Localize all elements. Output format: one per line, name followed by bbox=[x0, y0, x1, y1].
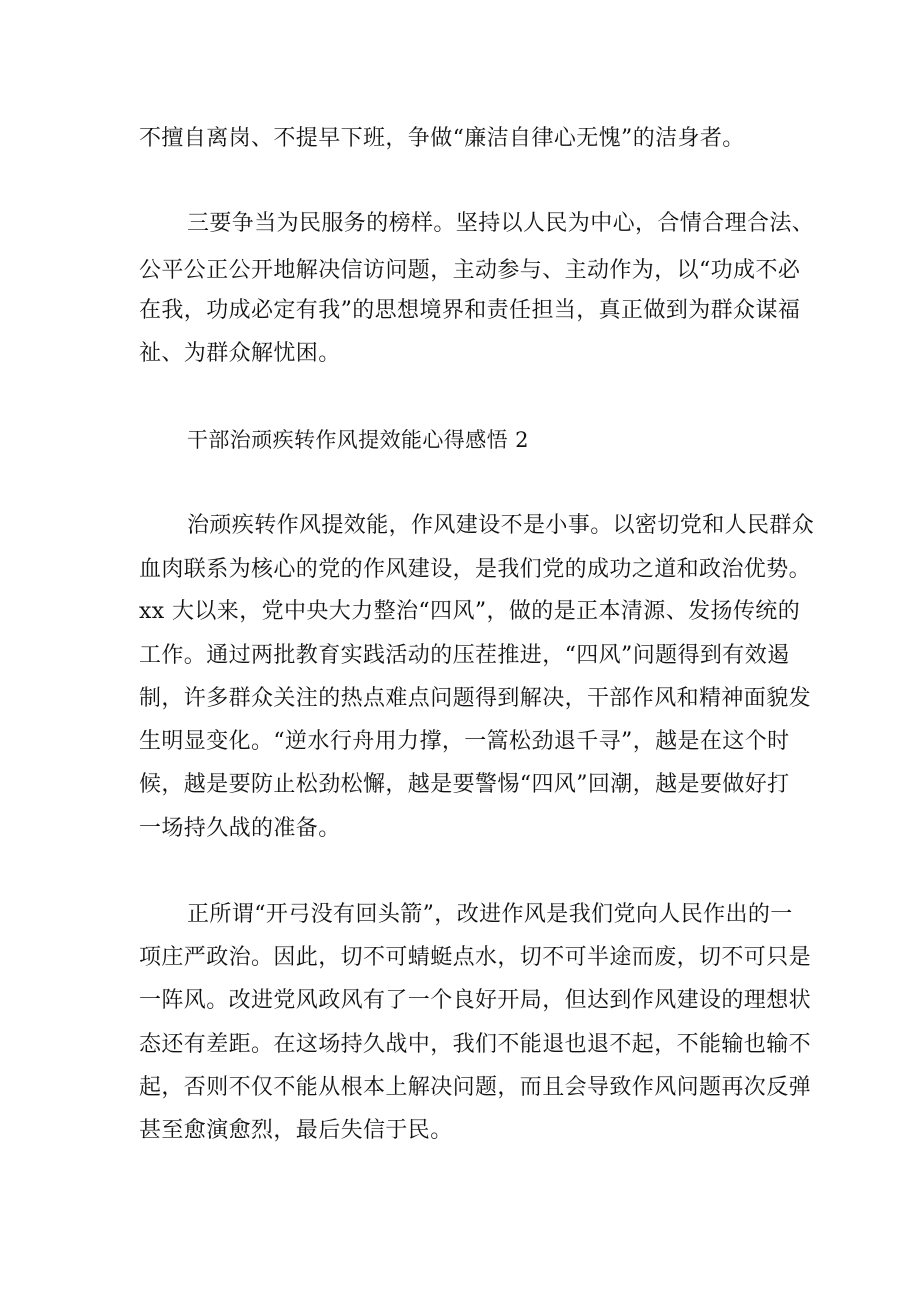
text-line: 态还有差距。在这场持久战中，我们不能退也退不起，不能输也输不 bbox=[139, 1032, 812, 1057]
text-line: 工作。通过两批教育实践活动的压茬推进，“四风”问题得到有效遏 bbox=[139, 643, 790, 668]
text-line: xx 大以来，党中央大力整治“四风”，做的是正本清源、发扬传统的 bbox=[139, 599, 801, 624]
section-heading: 干部治顽疾转作风提效能心得感悟 2 bbox=[187, 428, 529, 452]
text-line: 候，越是要防止松劲松懈，越是要警惕“四风”回潮，越是要做好打 bbox=[139, 772, 790, 797]
text-line: 血肉联系为核心的党的作风建设，是我们党的成功之道和政治优势。 bbox=[139, 557, 812, 582]
text-line: 生明显变化。“逆水行舟用力撑，一篙松劲退千寻”，越是在这个时 bbox=[139, 729, 790, 754]
text-line: 祉、为群众解忧困。 bbox=[139, 341, 341, 366]
text-line: 三要争当为民服务的榜样。坚持以人民为中心，合情合理合法、 bbox=[187, 211, 815, 236]
text-line: 起，否则不仅不能从根本上解决问题，而且会导致作风问题再次反弹 bbox=[139, 1075, 812, 1100]
text-line: 公平公正公开地解决信访问题，主动参与、主动作为，以“功成不必 bbox=[139, 258, 801, 283]
text-line: 一阵风。改进党风政风有了一个良好开局，但达到作风建设的理想状 bbox=[139, 988, 812, 1013]
text-line: 不擅自离岗、不提早下班，争做“廉洁自律心无愧”的洁身者。 bbox=[139, 126, 745, 151]
text-line: 正所谓“开弓没有回头箭”，改进作风是我们党向人民作出的一 bbox=[187, 902, 793, 927]
text-line: 治顽疾转作风提效能，作风建设不是小事。以密切党和人民群众 bbox=[187, 513, 815, 538]
text-line: 在我，功成必定有我”的思想境界和责任担当，真正做到为群众谋福 bbox=[139, 298, 801, 323]
text-line: 项庄严政治。因此，切不可蜻蜓点水，切不可半途而废，切不可只是 bbox=[139, 945, 812, 970]
text-line: 制，许多群众关注的热点难点问题得到解决，干部作风和精神面貌发 bbox=[139, 686, 812, 711]
text-line: 甚至愈演愈烈，最后失信于民。 bbox=[139, 1118, 453, 1143]
text-line: 一场持久战的准备。 bbox=[139, 816, 341, 841]
